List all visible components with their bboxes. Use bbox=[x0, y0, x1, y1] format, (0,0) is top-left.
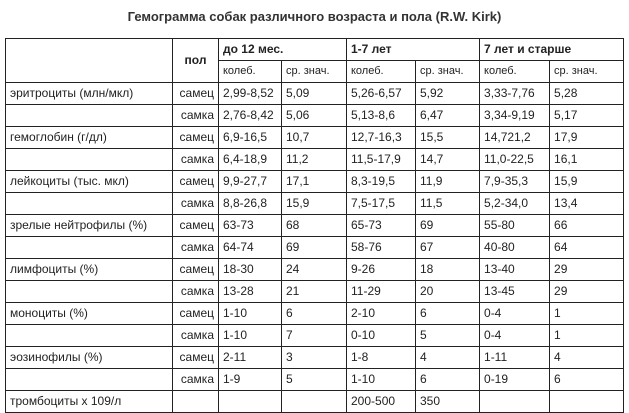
mean-cell: 69 bbox=[282, 237, 347, 259]
param-cell: лимфоциты (%) bbox=[6, 259, 173, 281]
mean-cell: 67 bbox=[416, 237, 480, 259]
range-cell: 2,76-8,42 bbox=[219, 105, 282, 127]
range-cell: 40-80 bbox=[480, 237, 550, 259]
mean-cell: 15,9 bbox=[282, 193, 347, 215]
range-cell: 1-8 bbox=[347, 347, 416, 369]
mean-cell: 5 bbox=[282, 369, 347, 391]
header-range: колеб. bbox=[347, 61, 416, 83]
mean-cell: 4 bbox=[550, 347, 624, 369]
param-cell: зрелые нейтрофилы (%) bbox=[6, 215, 173, 237]
sex-cell: самка bbox=[173, 105, 219, 127]
sex-cell: самка bbox=[173, 325, 219, 347]
range-cell: 1-11 bbox=[480, 347, 550, 369]
header-group-age-1-7: 1-7 лет bbox=[347, 39, 480, 61]
range-cell: 0-19 bbox=[480, 369, 550, 391]
header-sex-cell: пол bbox=[173, 39, 219, 83]
param-cell: моноциты (%) bbox=[6, 303, 173, 325]
table-row bbox=[6, 237, 624, 259]
range-cell: 2-10 bbox=[347, 303, 416, 325]
param-cell: гемоглобин (г/дл) bbox=[6, 127, 173, 149]
param-cell: эозинофилы (%) bbox=[6, 347, 173, 369]
mean-cell: 11,2 bbox=[282, 149, 347, 171]
range-cell: 58-76 bbox=[347, 237, 416, 259]
mean-cell: 5,09 bbox=[282, 83, 347, 105]
page-title: Гемограмма собак различного возраста и пола (R.W. Kirk) bbox=[127, 9, 502, 24]
param-cell bbox=[6, 193, 173, 215]
range-cell: 3,34-9,19 bbox=[480, 105, 550, 127]
table-row bbox=[6, 83, 624, 105]
header-range: колеб. bbox=[219, 61, 282, 83]
mean-cell: 68 bbox=[282, 215, 347, 237]
range-cell: 1-10 bbox=[219, 325, 282, 347]
sex-cell: самка bbox=[173, 281, 219, 303]
mean-cell: 4 bbox=[416, 347, 480, 369]
mean-cell: 5,17 bbox=[550, 105, 624, 127]
range-cell: 7,9-35,3 bbox=[480, 171, 550, 193]
range-cell: 200-500 bbox=[347, 391, 416, 413]
sex-cell: самец bbox=[173, 215, 219, 237]
param-cell bbox=[6, 149, 173, 171]
range-cell: 11,0-22,5 bbox=[480, 149, 550, 171]
param-cell bbox=[6, 105, 173, 127]
mean-cell: 17,1 bbox=[282, 171, 347, 193]
table-row bbox=[6, 171, 624, 193]
param-cell: эритроциты (млн/мкл) bbox=[6, 83, 173, 105]
mean-cell: 29 bbox=[550, 259, 624, 281]
range-cell: 65-73 bbox=[347, 215, 416, 237]
sex-cell: самец bbox=[173, 127, 219, 149]
mean-cell: 18 bbox=[416, 259, 480, 281]
mean-cell: 7 bbox=[282, 325, 347, 347]
sex-cell: самка bbox=[173, 193, 219, 215]
table-row bbox=[6, 105, 624, 127]
sex-cell: самец bbox=[173, 303, 219, 325]
mean-cell: 1 bbox=[550, 325, 624, 347]
table-header-row bbox=[6, 39, 624, 61]
range-cell: 7,5-17,5 bbox=[347, 193, 416, 215]
range-cell: 0-4 bbox=[480, 303, 550, 325]
mean-cell: 5,92 bbox=[416, 83, 480, 105]
mean-cell: 15,5 bbox=[416, 127, 480, 149]
range-cell: 5,13-8,6 bbox=[347, 105, 416, 127]
table-body bbox=[6, 83, 624, 413]
mean-cell: 6 bbox=[416, 369, 480, 391]
mean-cell: 13,4 bbox=[550, 193, 624, 215]
range-cell: 63-73 bbox=[219, 215, 282, 237]
range-cell: 3,33-7,76 bbox=[480, 83, 550, 105]
range-cell: 5,2-34,0 bbox=[480, 193, 550, 215]
sex-cell: самка bbox=[173, 369, 219, 391]
table-row bbox=[6, 369, 624, 391]
range-cell: 0-10 bbox=[347, 325, 416, 347]
range-cell: 55-80 bbox=[480, 215, 550, 237]
table-row bbox=[6, 281, 624, 303]
range-cell: 8,8-26,8 bbox=[219, 193, 282, 215]
table-row bbox=[6, 325, 624, 347]
param-cell bbox=[6, 237, 173, 259]
range-cell: 13-28 bbox=[219, 281, 282, 303]
param-cell bbox=[6, 281, 173, 303]
mean-cell: 24 bbox=[282, 259, 347, 281]
range-cell: 11-29 bbox=[347, 281, 416, 303]
table-row bbox=[6, 193, 624, 215]
param-cell bbox=[6, 325, 173, 347]
range-cell: 13-40 bbox=[480, 259, 550, 281]
mean-cell: 16,1 bbox=[550, 149, 624, 171]
sex-cell: самец bbox=[173, 259, 219, 281]
range-cell: 1-10 bbox=[347, 369, 416, 391]
mean-cell: 6 bbox=[550, 369, 624, 391]
sex-cell: самка bbox=[173, 149, 219, 171]
header-group-age-under-12m: до 12 мес. bbox=[219, 39, 347, 61]
range-cell: 11,5-17,9 bbox=[347, 149, 416, 171]
range-cell: 8,3-19,5 bbox=[347, 171, 416, 193]
table-row bbox=[6, 215, 624, 237]
header-range: колеб. bbox=[480, 61, 550, 83]
range-cell: 12,7-16,3 bbox=[347, 127, 416, 149]
range-cell: 6,4-18,9 bbox=[219, 149, 282, 171]
header-mean: ср. знач. bbox=[416, 61, 480, 83]
mean-cell: 5 bbox=[416, 325, 480, 347]
range-cell: 14,721,2 bbox=[480, 127, 550, 149]
mean-cell: 64 bbox=[550, 237, 624, 259]
mean-cell: 5,06 bbox=[282, 105, 347, 127]
header-mean: ср. знач. bbox=[282, 61, 347, 83]
range-cell: 9-26 bbox=[347, 259, 416, 281]
table-row bbox=[6, 259, 624, 281]
range-cell: 2,99-8,52 bbox=[219, 83, 282, 105]
table-row bbox=[6, 149, 624, 171]
mean-cell: 1 bbox=[550, 303, 624, 325]
sex-cell: самец bbox=[173, 83, 219, 105]
table-row bbox=[6, 127, 624, 149]
range-cell: 1-9 bbox=[219, 369, 282, 391]
mean-cell: 6 bbox=[416, 303, 480, 325]
header-param-cell bbox=[6, 39, 173, 83]
sex-cell: самка bbox=[173, 237, 219, 259]
param-cell: лейкоциты (тыс. мкл) bbox=[6, 171, 173, 193]
mean-cell: 11,9 bbox=[416, 171, 480, 193]
mean-cell: 11,5 bbox=[416, 193, 480, 215]
table-row bbox=[6, 303, 624, 325]
range-cell: 6,9-16,5 bbox=[219, 127, 282, 149]
mean-cell: 21 bbox=[282, 281, 347, 303]
sex-cell: самец bbox=[173, 347, 219, 369]
mean-cell: 350 bbox=[416, 391, 480, 413]
mean-cell: 10,7 bbox=[282, 127, 347, 149]
mean-cell: 29 bbox=[550, 281, 624, 303]
mean-cell: 15,9 bbox=[550, 171, 624, 193]
mean-cell: 69 bbox=[416, 215, 480, 237]
header-mean: ср. знач. bbox=[550, 61, 624, 83]
mean-cell: 3 bbox=[282, 347, 347, 369]
range-cell: 0-4 bbox=[480, 325, 550, 347]
range-cell: 1-10 bbox=[219, 303, 282, 325]
hemogram-table bbox=[5, 38, 624, 413]
mean-cell: 17,9 bbox=[550, 127, 624, 149]
mean-cell: 14,7 bbox=[416, 149, 480, 171]
range-cell: 9,9-27,7 bbox=[219, 171, 282, 193]
param-cell bbox=[6, 369, 173, 391]
mean-cell: 6,47 bbox=[416, 105, 480, 127]
range-cell: 64-74 bbox=[219, 237, 282, 259]
range-cell: 13-45 bbox=[480, 281, 550, 303]
range-cell: 5,26-6,57 bbox=[347, 83, 416, 105]
sex-cell: самец bbox=[173, 171, 219, 193]
range-cell: 2-11 bbox=[219, 347, 282, 369]
param-cell: тромбоциты х 109/л bbox=[6, 391, 173, 413]
mean-cell: 20 bbox=[416, 281, 480, 303]
range-cell: 18-30 bbox=[219, 259, 282, 281]
mean-cell: 6 bbox=[282, 303, 347, 325]
mean-cell: 66 bbox=[550, 215, 624, 237]
mean-cell: 5,28 bbox=[550, 83, 624, 105]
header-group-age-7-plus: 7 лет и старше bbox=[480, 39, 624, 61]
table-row bbox=[6, 347, 624, 369]
